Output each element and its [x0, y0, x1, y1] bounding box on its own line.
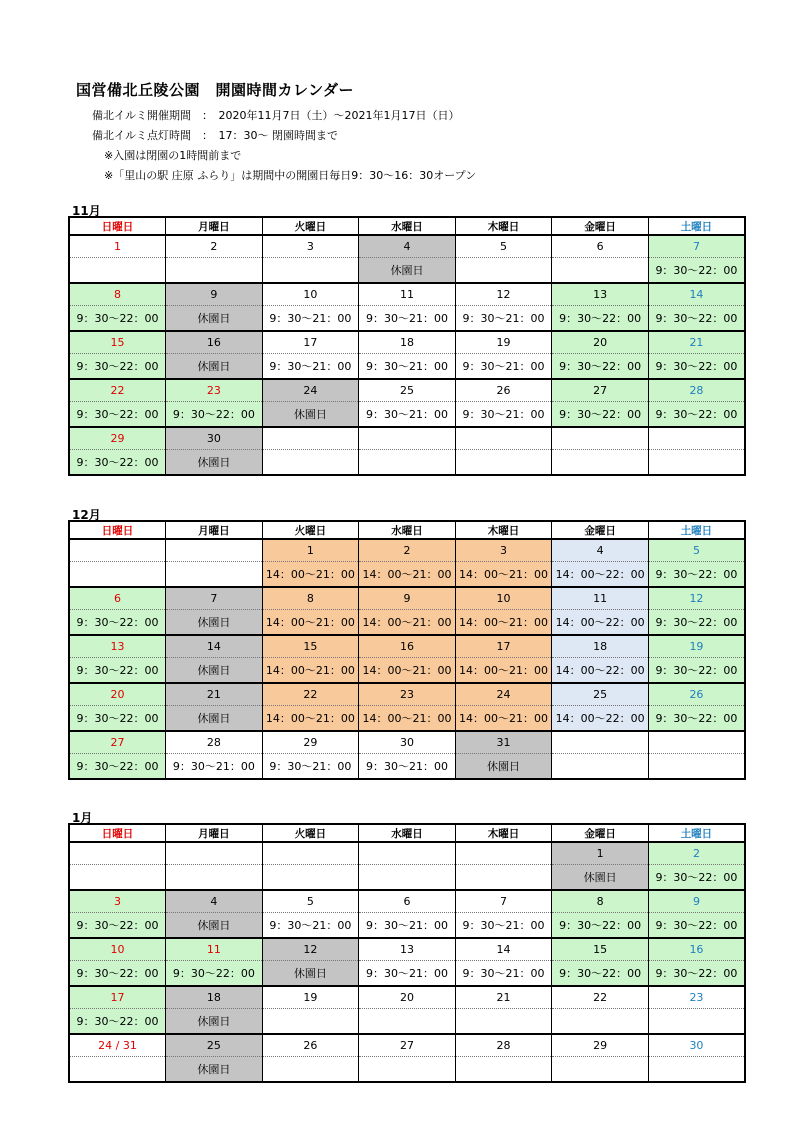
opening-hours: 9：30～22：00 — [648, 706, 745, 732]
day-number: 31 — [455, 731, 552, 754]
opening-hours: 9：30～22：00 — [648, 913, 745, 939]
day-number: 30 — [648, 1034, 745, 1057]
opening-hours: 9：30～21：00 — [359, 961, 456, 987]
opening-hours: 休園日 — [262, 961, 359, 987]
opening-hours: 9：30～22：00 — [69, 306, 166, 332]
day-number — [166, 842, 263, 865]
weekday-header-sat: 土曜日 — [648, 824, 745, 842]
day-number — [455, 427, 552, 450]
day-number: 6 — [359, 890, 456, 913]
day-number: 25 — [166, 1034, 263, 1057]
day-number — [455, 842, 552, 865]
day-number: 7 — [455, 890, 552, 913]
opening-hours: 9：30～22：00 — [648, 865, 745, 891]
weekday-header-sun: 日曜日 — [69, 824, 166, 842]
opening-hours: 9：30～21：00 — [262, 306, 359, 332]
opening-hours: 14：00～21：00 — [455, 706, 552, 732]
day-number — [552, 427, 649, 450]
opening-hours: 9：30～22：00 — [648, 306, 745, 332]
week-date-row — [69, 890, 745, 913]
opening-hours: 休園日 — [166, 306, 263, 332]
day-number: 14 — [166, 635, 263, 658]
weekday-header-thu: 木曜日 — [455, 824, 552, 842]
opening-hours — [648, 1057, 745, 1083]
opening-hours: 9：30～22：00 — [69, 706, 166, 732]
day-number: 2 — [166, 235, 263, 258]
opening-hours — [455, 1057, 552, 1083]
day-number: 29 — [69, 427, 166, 450]
opening-hours — [648, 450, 745, 476]
week-hours-row — [69, 913, 745, 939]
opening-hours — [552, 450, 649, 476]
opening-hours: 14：00～21：00 — [455, 610, 552, 636]
opening-hours — [552, 258, 649, 284]
opening-hours: 9：30～21：00 — [359, 306, 456, 332]
opening-hours — [455, 865, 552, 891]
opening-hours: 14：00～21：00 — [359, 610, 456, 636]
day-number — [359, 842, 456, 865]
opening-hours: 9：30～22：00 — [69, 1009, 166, 1035]
day-number: 24 — [455, 683, 552, 706]
info-entry-note: ※入園は閉園の1時間前まで — [104, 149, 242, 162]
day-number: 8 — [552, 890, 649, 913]
opening-hours — [262, 450, 359, 476]
opening-hours: 14：00～22：00 — [552, 706, 649, 732]
day-number: 1 — [262, 539, 359, 562]
day-number: 25 — [359, 379, 456, 402]
day-number: 4 — [552, 539, 649, 562]
opening-hours: 9：30～22：00 — [648, 658, 745, 684]
week-hours-row — [69, 354, 745, 380]
month-label-nov: 11月 — [72, 204, 101, 218]
day-number: 22 — [69, 379, 166, 402]
opening-hours: 休園日 — [359, 258, 456, 284]
opening-hours — [69, 562, 166, 588]
weekday-header-wed: 水曜日 — [359, 217, 456, 235]
day-number: 3 — [262, 235, 359, 258]
opening-hours: 14：00～21：00 — [262, 610, 359, 636]
opening-hours: 9：30～22：00 — [552, 402, 649, 428]
opening-hours — [166, 258, 263, 284]
day-number: 13 — [69, 635, 166, 658]
week-hours-row — [69, 754, 745, 780]
week-date-row — [69, 938, 745, 961]
opening-hours: 休園日 — [455, 754, 552, 780]
day-number: 26 — [455, 379, 552, 402]
opening-hours: 14：00～21：00 — [359, 706, 456, 732]
day-number: 4 — [166, 890, 263, 913]
opening-hours: 9：30～21：00 — [455, 354, 552, 380]
opening-hours — [552, 1057, 649, 1083]
weekday-header-tue: 火曜日 — [262, 824, 359, 842]
weekday-header-tue: 火曜日 — [262, 217, 359, 235]
day-number: 13 — [552, 283, 649, 306]
day-number: 28 — [455, 1034, 552, 1057]
opening-hours: 9：30～22：00 — [648, 402, 745, 428]
day-number: 15 — [262, 635, 359, 658]
opening-hours — [552, 1009, 649, 1035]
day-number: 14 — [648, 283, 745, 306]
day-number: 23 — [166, 379, 263, 402]
day-number: 16 — [359, 635, 456, 658]
day-number: 17 — [262, 331, 359, 354]
day-number: 23 — [359, 683, 456, 706]
opening-hours: 休園日 — [262, 402, 359, 428]
day-number — [359, 427, 456, 450]
day-number: 3 — [455, 539, 552, 562]
month-label-jan: 1月 — [72, 811, 93, 825]
opening-hours: 9：30～22：00 — [69, 913, 166, 939]
opening-hours: 9：30～22：00 — [648, 562, 745, 588]
month-label-dec: 12月 — [72, 508, 101, 522]
week-date-row — [69, 986, 745, 1009]
day-number: 1 — [69, 235, 166, 258]
opening-hours: 9：30～22：00 — [552, 913, 649, 939]
day-number: 21 — [166, 683, 263, 706]
week-date-row — [69, 1034, 745, 1057]
day-number: 28 — [166, 731, 263, 754]
week-date-row — [69, 283, 745, 306]
weekday-header-fri: 金曜日 — [552, 217, 649, 235]
opening-hours: 9：30～21：00 — [262, 913, 359, 939]
opening-hours: 9：30～21：00 — [455, 306, 552, 332]
week-hours-row — [69, 1057, 745, 1083]
opening-hours: 14：00～21：00 — [359, 658, 456, 684]
opening-hours: 9：30～21：00 — [262, 754, 359, 780]
day-number: 3 — [69, 890, 166, 913]
opening-hours — [262, 1009, 359, 1035]
opening-hours: 休園日 — [166, 354, 263, 380]
calendar-table — [68, 216, 746, 476]
weekday-header-thu: 木曜日 — [455, 521, 552, 539]
opening-hours: 9：30～21：00 — [262, 354, 359, 380]
day-number — [166, 539, 263, 562]
day-number: 12 — [455, 283, 552, 306]
weekday-header-mon: 月曜日 — [166, 824, 263, 842]
opening-hours: 9：30～22：00 — [648, 961, 745, 987]
weekday-header-wed: 水曜日 — [359, 521, 456, 539]
info-lighting: 備北イルミ点灯時間 ： 17：30～ 閉園時間まで — [92, 129, 338, 142]
week-date-row — [69, 635, 745, 658]
opening-hours: 休園日 — [166, 706, 263, 732]
day-number: 27 — [359, 1034, 456, 1057]
week-hours-row — [69, 961, 745, 987]
opening-hours — [166, 865, 263, 891]
week-date-row — [69, 331, 745, 354]
opening-hours: 14：00～21：00 — [262, 562, 359, 588]
day-number: 22 — [262, 683, 359, 706]
day-number: 5 — [648, 539, 745, 562]
opening-hours: 9：30～21：00 — [455, 961, 552, 987]
opening-hours: 9：30～22：00 — [69, 961, 166, 987]
week-hours-row — [69, 610, 745, 636]
opening-hours — [455, 1009, 552, 1035]
opening-hours: 9：30～21：00 — [455, 913, 552, 939]
day-number: 18 — [552, 635, 649, 658]
opening-hours: 9：30～22：00 — [648, 354, 745, 380]
opening-hours: 14：00～22：00 — [552, 610, 649, 636]
opening-hours: 9：30～21：00 — [359, 354, 456, 380]
week-date-row — [69, 731, 745, 754]
day-number: 19 — [455, 331, 552, 354]
opening-hours: 9：30～21：00 — [455, 402, 552, 428]
opening-hours — [359, 1057, 456, 1083]
day-number: 28 — [648, 379, 745, 402]
calendar-table — [68, 823, 746, 1083]
day-number — [648, 427, 745, 450]
day-number: 2 — [648, 842, 745, 865]
weekday-header-thu: 木曜日 — [455, 217, 552, 235]
opening-hours: 9：30～22：00 — [69, 754, 166, 780]
day-number: 25 — [552, 683, 649, 706]
week-date-row — [69, 235, 745, 258]
weekday-header-fri: 金曜日 — [552, 521, 649, 539]
week-hours-row — [69, 706, 745, 732]
weekday-header-sun: 日曜日 — [69, 217, 166, 235]
opening-hours: 9：30～21：00 — [166, 754, 263, 780]
opening-hours: 14：00～22：00 — [552, 562, 649, 588]
opening-hours: 14：00～21：00 — [359, 562, 456, 588]
week-hours-row — [69, 865, 745, 891]
weekday-header-fri: 金曜日 — [552, 824, 649, 842]
opening-hours: 休園日 — [166, 913, 263, 939]
opening-hours — [262, 1057, 359, 1083]
week-hours-row — [69, 1009, 745, 1035]
week-hours-row — [69, 562, 745, 588]
opening-hours: 休園日 — [166, 1057, 263, 1083]
info-period: 備北イルミ開催期間 ： 2020年11月7日（土）～2021年1月17日（日） — [92, 109, 460, 122]
day-number: 23 — [648, 986, 745, 1009]
opening-hours: 14：00～21：00 — [262, 706, 359, 732]
day-number: 30 — [359, 731, 456, 754]
opening-hours: 9：30～22：00 — [69, 658, 166, 684]
day-number: 2 — [359, 539, 456, 562]
week-date-row — [69, 427, 745, 450]
day-number: 16 — [648, 938, 745, 961]
day-number: 11 — [552, 587, 649, 610]
day-number — [552, 731, 649, 754]
opening-hours: 休園日 — [166, 450, 263, 476]
day-number: 1 — [552, 842, 649, 865]
week-date-row — [69, 842, 745, 865]
opening-hours: 9：30～22：00 — [552, 306, 649, 332]
opening-hours: 9：30～21：00 — [359, 913, 456, 939]
day-number: 27 — [552, 379, 649, 402]
week-hours-row — [69, 402, 745, 428]
day-number: 15 — [69, 331, 166, 354]
day-number — [69, 842, 166, 865]
day-number: 29 — [552, 1034, 649, 1057]
day-number: 10 — [262, 283, 359, 306]
opening-hours: 9：30～22：00 — [69, 450, 166, 476]
day-number: 9 — [166, 283, 263, 306]
day-number: 22 — [552, 986, 649, 1009]
weekday-header-mon: 月曜日 — [166, 217, 263, 235]
opening-hours: 9：30～21：00 — [359, 402, 456, 428]
page-title: 国営備北丘陵公園 開園時間カレンダー — [76, 81, 355, 99]
day-number: 18 — [359, 331, 456, 354]
week-hours-row — [69, 258, 745, 284]
opening-hours — [166, 562, 263, 588]
day-number: 8 — [69, 283, 166, 306]
day-number: 12 — [648, 587, 745, 610]
opening-hours — [648, 1009, 745, 1035]
day-number: 5 — [262, 890, 359, 913]
day-number: 7 — [166, 587, 263, 610]
day-number: 5 — [455, 235, 552, 258]
day-number: 9 — [359, 587, 456, 610]
opening-hours: 休園日 — [166, 1009, 263, 1035]
week-date-row — [69, 587, 745, 610]
day-number — [648, 731, 745, 754]
opening-hours: 9：30～22：00 — [648, 258, 745, 284]
opening-hours: 9：30～22：00 — [69, 354, 166, 380]
opening-hours: 9：30～22：00 — [648, 610, 745, 636]
day-number: 30 — [166, 427, 263, 450]
weekday-header-sat: 土曜日 — [648, 217, 745, 235]
day-number — [262, 842, 359, 865]
day-number: 17 — [455, 635, 552, 658]
weekday-header-sat: 土曜日 — [648, 521, 745, 539]
opening-hours: 14：00～21：00 — [455, 562, 552, 588]
day-number: 27 — [69, 731, 166, 754]
opening-hours — [359, 450, 456, 476]
opening-hours: 9：30～22：00 — [552, 354, 649, 380]
opening-hours: 9：30～22：00 — [69, 402, 166, 428]
opening-hours — [552, 754, 649, 780]
day-number: 29 — [262, 731, 359, 754]
day-number: 20 — [552, 331, 649, 354]
day-number: 26 — [262, 1034, 359, 1057]
opening-hours — [69, 865, 166, 891]
day-number: 21 — [648, 331, 745, 354]
opening-hours — [455, 258, 552, 284]
day-number: 6 — [552, 235, 649, 258]
day-number: 6 — [69, 587, 166, 610]
week-date-row — [69, 683, 745, 706]
day-number: 11 — [359, 283, 456, 306]
opening-hours: 休園日 — [552, 865, 649, 891]
opening-hours — [359, 865, 456, 891]
day-number: 9 — [648, 890, 745, 913]
day-number: 4 — [359, 235, 456, 258]
week-hours-row — [69, 306, 745, 332]
opening-hours — [69, 1057, 166, 1083]
day-number — [69, 539, 166, 562]
day-number: 14 — [455, 938, 552, 961]
opening-hours: 休園日 — [166, 610, 263, 636]
opening-hours: 9：30～22：00 — [166, 402, 263, 428]
opening-hours: 休園日 — [166, 658, 263, 684]
opening-hours — [648, 754, 745, 780]
day-number: 10 — [455, 587, 552, 610]
weekday-header-wed: 水曜日 — [359, 824, 456, 842]
opening-hours — [262, 258, 359, 284]
day-number: 24 / 31 — [69, 1034, 166, 1057]
day-number: 21 — [455, 986, 552, 1009]
calendar-table — [68, 520, 746, 780]
day-number: 24 — [262, 379, 359, 402]
week-date-row — [69, 539, 745, 562]
info-furari-note: ※「里山の駅 庄原 ふらり」は期間中の開園日毎日9：30～16：30オープン — [104, 169, 477, 182]
opening-hours: 9：30～22：00 — [69, 610, 166, 636]
weekday-header-mon: 月曜日 — [166, 521, 263, 539]
opening-hours — [359, 1009, 456, 1035]
week-hours-row — [69, 450, 745, 476]
day-number: 7 — [648, 235, 745, 258]
opening-hours — [455, 450, 552, 476]
day-number: 15 — [552, 938, 649, 961]
day-number: 16 — [166, 331, 263, 354]
day-number: 13 — [359, 938, 456, 961]
week-hours-row — [69, 658, 745, 684]
day-number: 10 — [69, 938, 166, 961]
opening-hours: 14：00～21：00 — [262, 658, 359, 684]
opening-hours: 14：00～22：00 — [552, 658, 649, 684]
weekday-header-tue: 火曜日 — [262, 521, 359, 539]
day-number: 8 — [262, 587, 359, 610]
day-number: 20 — [69, 683, 166, 706]
day-number — [262, 427, 359, 450]
opening-hours: 9：30～21：00 — [359, 754, 456, 780]
day-number: 19 — [648, 635, 745, 658]
week-date-row — [69, 379, 745, 402]
day-number: 26 — [648, 683, 745, 706]
day-number: 20 — [359, 986, 456, 1009]
opening-hours: 9：30～22：00 — [166, 961, 263, 987]
day-number: 18 — [166, 986, 263, 1009]
opening-hours: 14：00～21：00 — [455, 658, 552, 684]
day-number: 11 — [166, 938, 263, 961]
day-number: 19 — [262, 986, 359, 1009]
opening-hours: 9：30～22：00 — [552, 961, 649, 987]
day-number: 17 — [69, 986, 166, 1009]
weekday-header-sun: 日曜日 — [69, 521, 166, 539]
opening-hours — [69, 258, 166, 284]
opening-hours — [262, 865, 359, 891]
day-number: 12 — [262, 938, 359, 961]
